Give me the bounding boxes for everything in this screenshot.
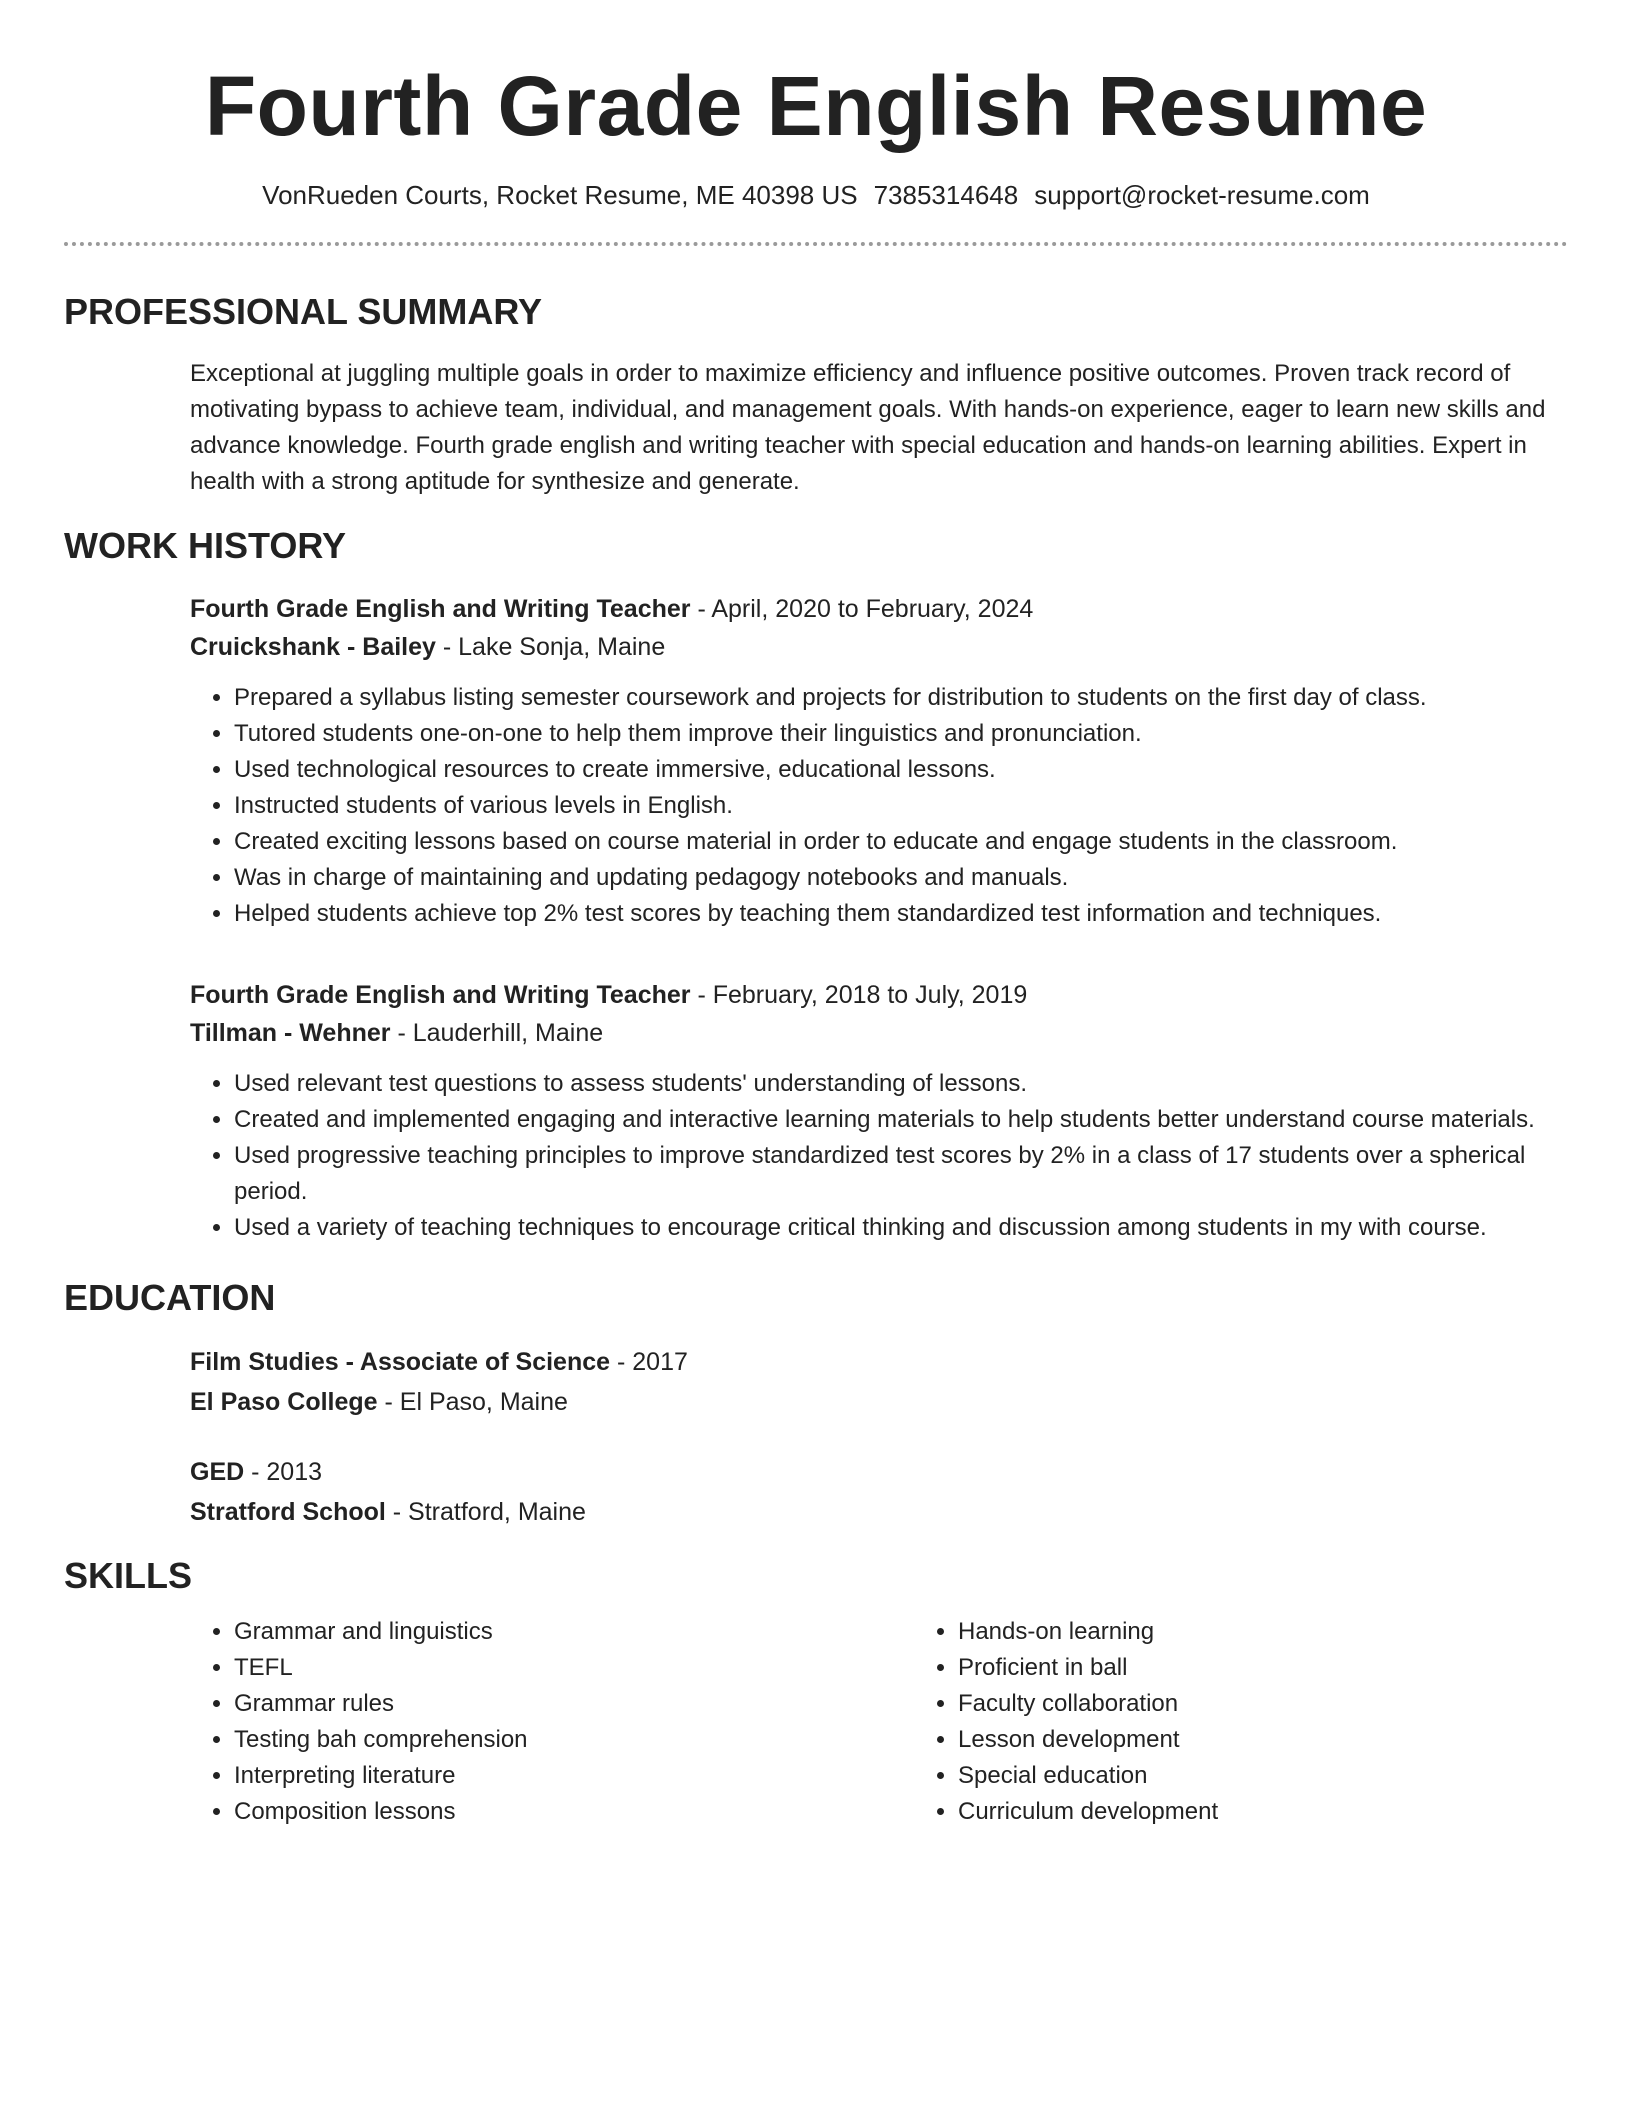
education-school: Stratford School xyxy=(190,1498,386,1526)
job-bullet: • Created and implemented engaging and interactive learning materials to help students better understand course materials. xyxy=(234,1102,1568,1138)
resume-title: Fourth Grade English Resume xyxy=(204,59,1428,153)
education-school: El Paso College xyxy=(190,1388,378,1416)
job-dates: - February, 2018 to July, 2019 xyxy=(690,981,1028,1009)
job-bullet: • Tutored students one-on-one to help them improve their linguistics and pronunciation. xyxy=(234,716,1568,752)
skill-item: • Composition lessons xyxy=(234,1794,914,1830)
contact-line xyxy=(64,178,1568,212)
education-heading: EDUCATION xyxy=(64,1277,276,1318)
contact-phone: 7385314648 xyxy=(873,180,1019,210)
job-company: Cruickshank - Bailey xyxy=(190,633,436,661)
skill-item: • Testing bah comprehension xyxy=(234,1722,914,1758)
education-school-line xyxy=(190,1382,1568,1422)
work-history-heading: WORK HISTORY xyxy=(64,525,347,566)
work-history-section xyxy=(64,524,1568,1246)
education-year: - 2017 xyxy=(610,1348,688,1376)
skill-item: • Interpreting literature xyxy=(234,1758,914,1794)
job-company-line xyxy=(190,628,1568,666)
contact-address: VonRueden Courts, Rocket Resume, ME 40398 US xyxy=(262,180,858,210)
job-bullet-list xyxy=(190,1066,1568,1246)
skill-item: • TEFL xyxy=(234,1650,914,1686)
education-location: - El Paso, Maine xyxy=(377,1388,568,1416)
job-bullet: • Used progressive teaching principles to improve standardized test scores by 2% in a class of 17 students over a spherical period. xyxy=(234,1138,1568,1210)
job-bullet: • Instructed students of various levels in English. xyxy=(234,788,1568,824)
job-entry xyxy=(190,976,1568,1246)
skills-list-left xyxy=(190,1614,914,1830)
job-dates: - April, 2020 to February, 2024 xyxy=(690,595,1034,623)
job-company-line xyxy=(190,1014,1568,1052)
education-degree: Film Studies - Associate of Science xyxy=(190,1348,611,1376)
skill-item: • Proficient in ball xyxy=(958,1650,1218,1686)
summary-heading: PROFESSIONAL SUMMARY xyxy=(64,291,543,332)
education-year: - 2013 xyxy=(244,1458,323,1486)
education-entry xyxy=(190,1342,1568,1422)
resume-page xyxy=(64,0,1568,1830)
job-entry xyxy=(190,590,1568,932)
skill-item: • Grammar rules xyxy=(234,1686,914,1722)
job-location: - Lake Sonja, Maine xyxy=(435,633,666,661)
education-degree-line xyxy=(190,1342,1568,1382)
skills-section xyxy=(64,1554,1568,1830)
education-degree-line xyxy=(190,1452,1568,1492)
skills-heading: SKILLS xyxy=(64,1555,193,1596)
education-degree: GED xyxy=(190,1458,245,1486)
job-bullet: • Used technological resources to create immersive, educational lessons. xyxy=(234,752,1568,788)
job-location: - Lauderhill, Maine xyxy=(390,1019,604,1047)
skills-list-right xyxy=(914,1614,1218,1830)
skill-item: • Hands-on learning xyxy=(958,1614,1218,1650)
education-location: - Stratford, Maine xyxy=(385,1498,586,1526)
skill-item: • Special education xyxy=(958,1758,1218,1794)
skill-item: • Faculty collaboration xyxy=(958,1686,1218,1722)
skill-item: • Curriculum development xyxy=(958,1794,1218,1830)
job-bullet: • Used relevant test questions to assess students' understanding of lessons. xyxy=(234,1066,1568,1102)
header-divider xyxy=(64,242,1568,246)
job-bullet: • Used a variety of teaching techniques to encourage critical thinking and discussion among students in my with course. xyxy=(234,1210,1568,1246)
job-bullet: • Helped students achieve top 2% test scores by teaching them standardized test information and techniques. xyxy=(234,896,1568,932)
job-title: Fourth Grade English and Writing Teacher xyxy=(190,981,691,1009)
skill-item: • Lesson development xyxy=(958,1722,1218,1758)
education-section xyxy=(64,1276,1568,1532)
summary-text: Exceptional at juggling multiple goals in order to maximize efficiency and influence positive outcomes. Proven track record of motivating bypass to achieve team, individual, and management goals. With hands-on experience, eager to learn new skills and advance knowledge. Fourth grade english and writing teacher with special education and hands-on learning abilities. Expert in health with a strong aptitude for synthesize and generate. xyxy=(190,360,1546,495)
summary-section xyxy=(64,290,1568,500)
job-bullet-list xyxy=(190,680,1568,932)
job-company: Tillman - Wehner xyxy=(190,1019,391,1047)
job-title-line xyxy=(190,976,1568,1014)
job-bullet: • Prepared a syllabus listing semester coursework and projects for distribution to students on the first day of class. xyxy=(234,680,1568,716)
education-entry xyxy=(190,1452,1568,1532)
contact-email: support@rocket-resume.com xyxy=(1034,180,1370,210)
job-bullet: • Created exciting lessons based on course material in order to educate and engage students in the classroom. xyxy=(234,824,1568,860)
job-bullet: • Was in charge of maintaining and updating pedagogy notebooks and manuals. xyxy=(234,860,1568,896)
education-school-line xyxy=(190,1492,1568,1532)
job-title: Fourth Grade English and Writing Teacher xyxy=(190,595,691,623)
job-title-line xyxy=(190,590,1568,628)
skill-item: • Grammar and linguistics xyxy=(234,1614,914,1650)
skills-columns xyxy=(190,1614,1568,1830)
